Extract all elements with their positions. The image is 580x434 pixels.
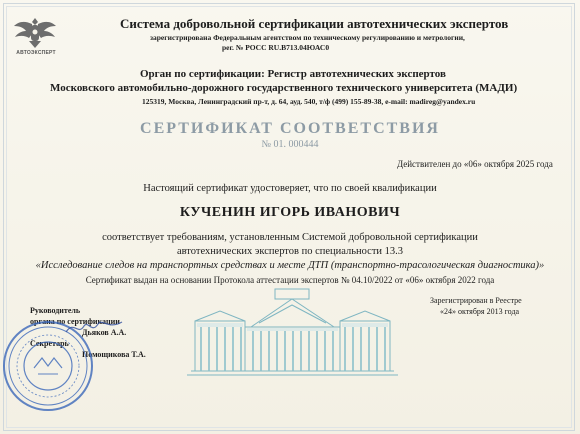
basis-text: Сертификат выдан на основании Протокола аттестации экспертов № 04.10/2022 от «06» октября 2022 года [85,275,495,285]
specialty-text: «Исследование следов на транспортных средствах и месте ДТП (транспортно-трасологическая диагностика)» [35,260,545,271]
registration-line-2: рег. № РОСС RU.В713.04ЮАС0 [222,43,330,52]
signature-icon [64,316,127,338]
registration-line-1: зарегистрирована Федеральным агентством по техническому регулированию и метрологии, [150,33,465,42]
intro-text: Настоящий сертификат удостоверяет, что по своей квалификации [143,183,437,194]
organ-address: 125319, Москва, Ленинградский пр-т, д. 64, ауд. 540, т/ф (499) 155-89-38, e-mail: madireg@yandex.ru [142,97,476,106]
certificate-number: № 01. 000444 [261,139,319,150]
head-name: Дьяков А.А. [82,328,127,337]
emblem-caption: АВТОЭКСПЕРТ [16,50,56,56]
valid-until: Действителен до «06» октября 2025 года [397,159,553,169]
holder-name: КУЧЕНИН ИГОРЬ ИВАНОВИЧ [179,205,401,220]
requirements-line-2: автотехнических экспертов по специальности 13.3 [176,246,404,257]
registry-line-1: Зарегистрирован в Реестре [430,296,522,305]
certificate-title: СЕРТИФИКАТ СООТВЕТСТВИЯ [140,120,440,137]
secretary-name: Помощикова Т.А. [82,350,146,359]
system-name: Система добровольной сертификации автотехнических экспертов [120,16,509,31]
organ-line-1: Орган по сертификации: Регистр автотехнических экспертов [140,68,446,80]
head-title-line-1: Руководитель [30,306,81,315]
requirements-line-1: соответствует требованиям, установленным Системой добровольной сертификации [102,232,478,243]
eagle-emblem-icon [12,12,58,52]
organ-line-2: Московского автомобильно-дорожного государственного технического университета (МАДИ) [50,82,518,94]
head-title-line-2: органа по сертификации [30,317,120,326]
secretary-title: Секретарь [30,339,69,348]
building-illustration-icon [185,287,400,377]
registry-line-2: «24» октября 2013 года [440,307,520,316]
